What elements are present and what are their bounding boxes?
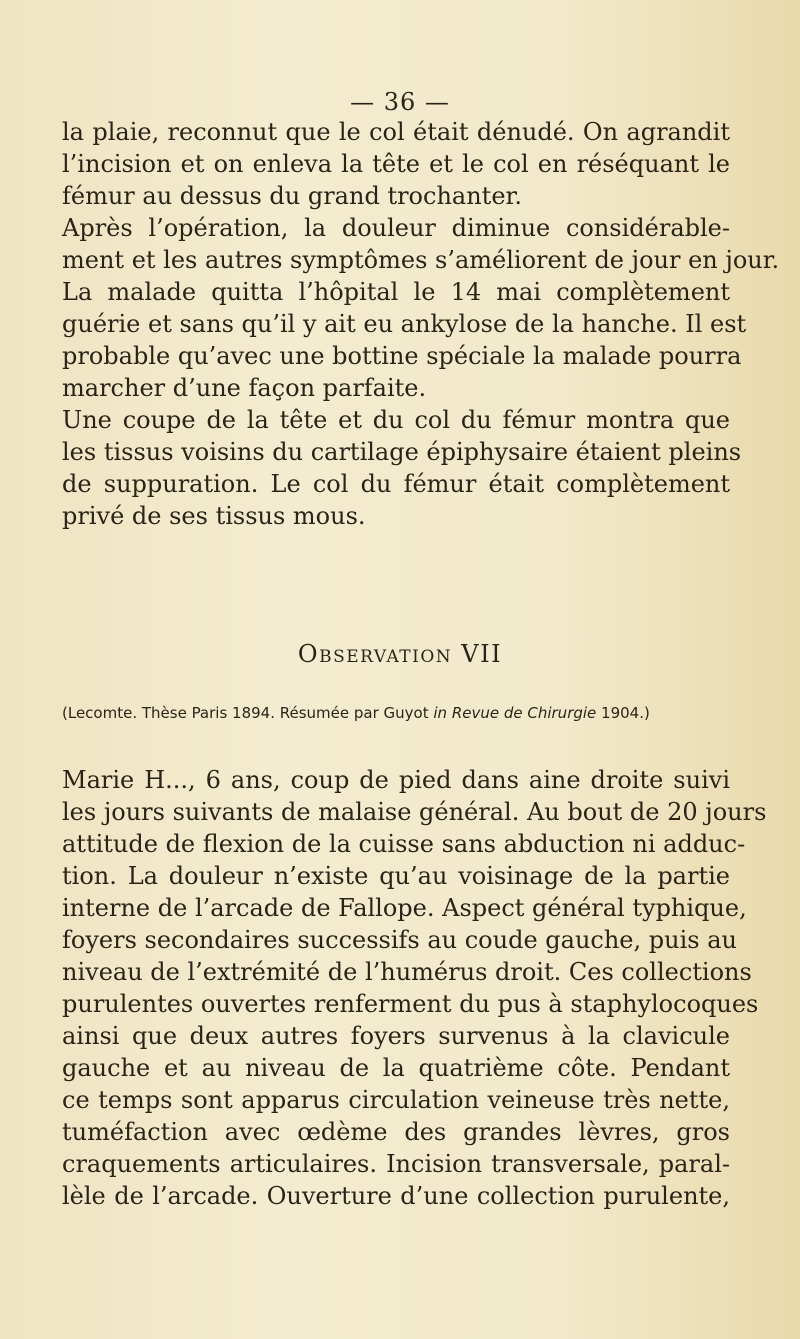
text-line: la plaie, reconnut que le col était dénudé. On agrandit [62, 118, 730, 146]
citation-year: 1904.) [596, 704, 650, 722]
text-line: craquements articulaires. Incision transversale, paral- [62, 1150, 730, 1178]
text-line: Une coupe de la tête et du col du fémur montra que [62, 406, 730, 434]
text-line: les jours suivants de malaise général. Au bout de 20 jours [62, 798, 767, 826]
page-number: — 36 — [350, 88, 450, 116]
text-line: ce temps sont apparus circulation veineuse très nette, [62, 1086, 730, 1114]
text-line: l’incision et on enleva la tête et le col en réséquant le [62, 150, 730, 178]
text-line: Après l’opération, la douleur diminue considérable- [62, 214, 730, 242]
citation-journal: in Revue de Chirurgie [433, 704, 597, 722]
text-line: ainsi que deux autres foyers survenus à la clavicule [62, 1022, 730, 1050]
text-line: probable qu’avec une bottine spéciale la malade pourra [62, 342, 742, 370]
text-line: foyers secondaires successifs au coude gauche, puis au [62, 926, 737, 954]
text-line: La malade quitta l’hôpital le 14 mai complètement [62, 278, 730, 306]
observation-heading: Observation VII [297, 640, 503, 668]
citation [62, 704, 742, 722]
text-line: privé de ses tissus mous. [62, 502, 366, 530]
text-line: les tissus voisins du cartilage épiphysaire étaient pleins [62, 438, 742, 466]
paragraph-1 [62, 116, 780, 532]
paragraph-2 [62, 764, 767, 1212]
text-line: attitude de flexion de la cuisse sans abduction ni adduc- [62, 830, 746, 858]
text-line: de suppuration. Le col du fémur était complètement [62, 470, 730, 498]
text-line: ment et les autres symptômes s’améliorent de jour en jour. [62, 246, 780, 274]
text-line: niveau de l’extrémité de l’humérus droit. Ces collections [62, 958, 752, 986]
text-line: marcher d’une façon parfaite. [62, 374, 427, 402]
text-line: tion. La douleur n’existe qu’au voisinage de la partie [62, 862, 730, 890]
text-line: purulentes ouvertes renferment du pus à staphylocoques [62, 990, 759, 1018]
text-line: gauche et au niveau de la quatrième côte. Pendant [62, 1054, 730, 1082]
text-line: interne de l’arcade de Fallope. Aspect général typhique, [62, 894, 747, 922]
text-line: guérie et sans qu’il y ait eu ankylose de la hanche. Il est [62, 310, 747, 338]
citation-text: (Lecomte. Thèse Paris 1894. Résumée par Guyot [62, 704, 434, 722]
text-line: lèle de l’arcade. Ouverture d’une collection purulente, [62, 1182, 730, 1210]
text-line: tuméfaction avec œdème des grandes lèvres, gros [62, 1118, 730, 1146]
text-line: Marie H..., 6 ans, coup de pied dans aine droite suivi [62, 766, 730, 794]
text-line: fémur au dessus du grand trochanter. [62, 182, 522, 210]
